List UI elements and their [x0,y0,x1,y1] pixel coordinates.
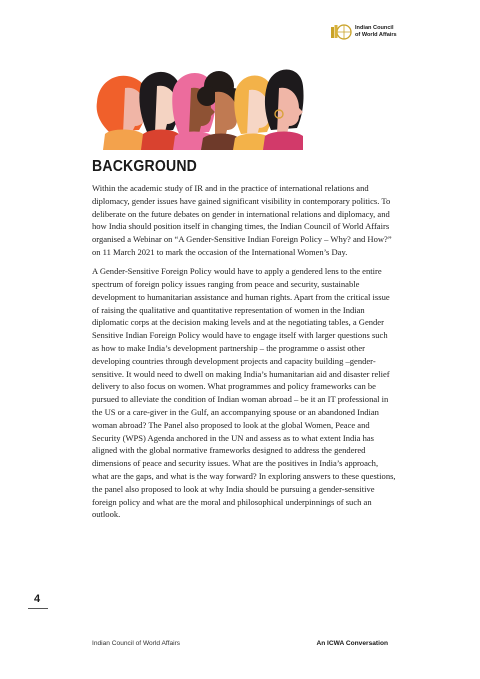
logo-line-1: Indian Council [355,25,394,32]
page-number: 4 [34,593,41,605]
logo-line-2: of World Affairs [355,32,397,38]
logo-text [355,25,397,38]
section-heading: BACKGROUND [92,158,198,175]
icwa-logo [330,22,420,42]
paragraph-2: A Gender-Sensitive Foreign Policy would have to apply a gendered lens to the entire spectrum of foreign policy issues ranging from peace and security, sustainable development to humanitarian assistance and human rights. Apart from the critical issue of raising the qualitative and quantitative representation of women in the Indian diplomatic corps at the decision making levels and at the negotiating tables, a Gender Sensitive Indian Foreign Policy would have to engage itself with larger questions such as how to make India’s development partnership – the programme o assist other developing countries through development projects and capacity building –gender-sensitive. It would need to dwell on making India’s humanitarian aid and disaster relief delivery to also focus on women. What programmes and policy frameworks can be pursued to alleviate the condition of Indian woman abroad – be it an IT professional in the US or a care-giver in the Gulf, an accompanying spouse or an abandoned Indian woman abroad? The Panel also proposed to look at the global Women, Peace and Security (WPS) Agenda anchored in the UN and assess as to what extent India has aligned with the global normative frameworks designed to address the gendered dimensions of peace and security issues. What are the positives in India’s approach, what are the gaps, and what is the way forward? In exploring answers to these questions, the panel also proposed to look at why India should be pursuing a gender-sensitive foreign policy and what are the moral and philosophical underpinnings of such an outlook. [92,266,396,520]
body-text [92,182,396,528]
footer-publisher: Indian Council of World Affairs [92,640,181,647]
paragraph-1: Within the academic study of IR and in the practice of international relations and diplomacy, gender issues have gained significant visibility in contemporary politics. To deliberate on the future debates on gender in international relations and diplomacy, and how India should position itself in changing times, the Indian Council of World Affairs organised a Webinar on “A Gender-Sensitive Indian Foreign Policy – Why? and How?” on 11 March 2021 to mark the occasion of the International Women’s Day. [92,183,392,257]
woman-profile-6 [263,70,304,151]
icwa-emblem-icon [330,22,352,42]
women-profiles-illustration [95,62,305,150]
footer-series-title: An ICWA Conversation [316,640,388,647]
page-number-rule [28,608,48,609]
